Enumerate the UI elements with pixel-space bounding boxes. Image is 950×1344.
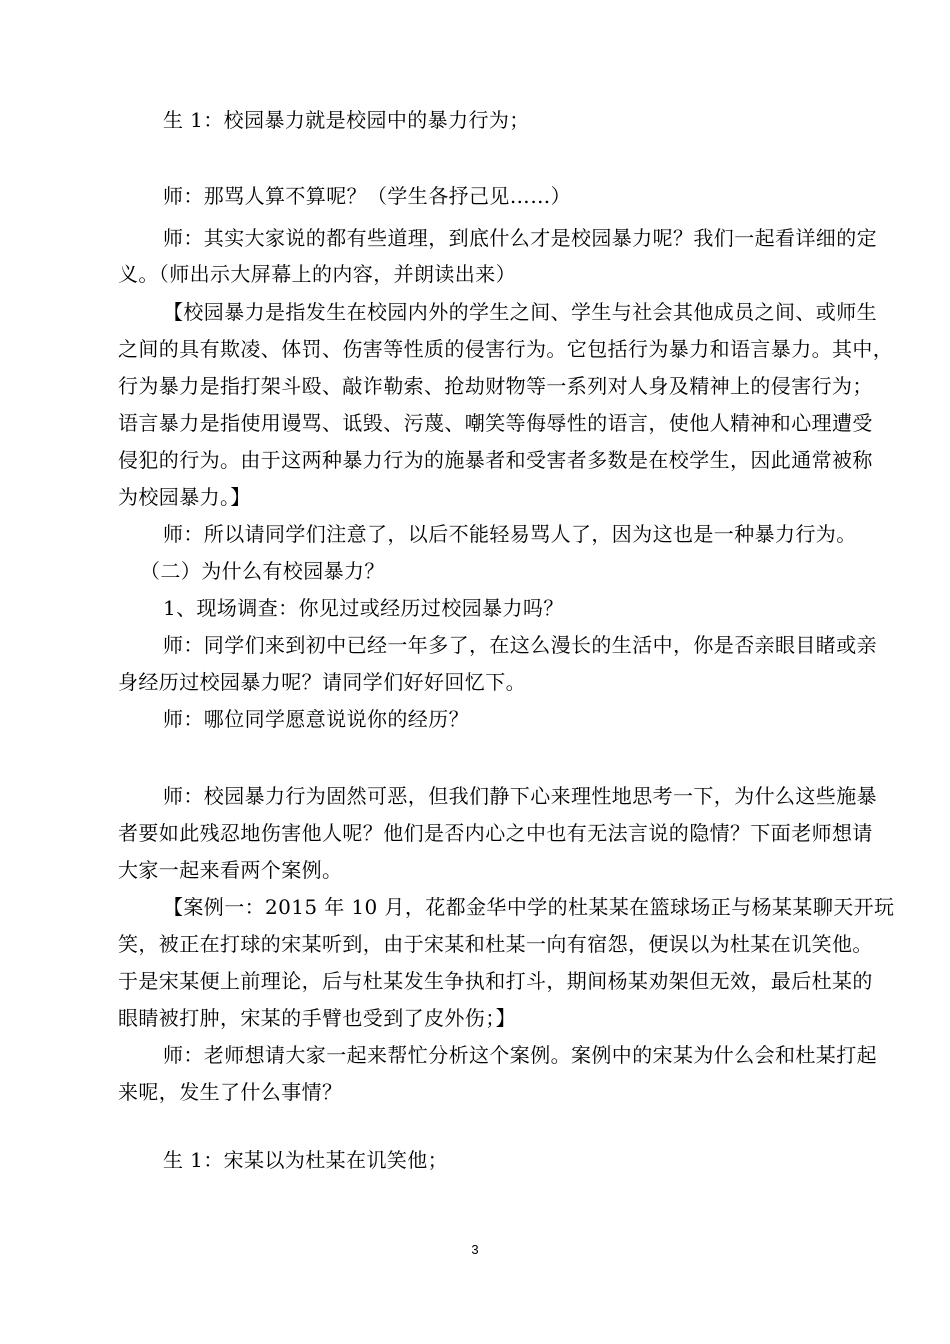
- page-number: 3: [471, 1242, 479, 1257]
- text-line: 大家一起来看两个案例。: [118, 858, 343, 882]
- text-line: 笑，被正在打球的宋某听到，由于宋某和杜某一向有宿怨，便误以为杜某在讥笑他。: [118, 932, 873, 956]
- text-line: 侵犯的行为。由于这两种暴力行为的施暴者和受害者多数是在校学生，因此通常被称: [118, 448, 873, 472]
- text-line: 行为暴力是指打架斗殴、敲诈勒索、抢劫财物等一系列对人身及精神上的侵害行为；: [118, 374, 873, 398]
- text-line: 师：老师想请大家一起来帮忙分析这个案例。案例中的宋某为什么会和杜某打起: [163, 1043, 877, 1067]
- text-line: 【校园暴力是指发生在校园内外的学生之间、学生与社会其他成员之间、或师生: [163, 300, 877, 324]
- text-line: 者要如此残忍地伤害他人呢？他们是否内心之中也有无法言说的隐情？下面老师想请: [118, 821, 873, 845]
- text-line: 师：所以请同学们注意了，以后不能轻易骂人了，因为这也是一种暴力行为。: [163, 522, 857, 546]
- text-line: 眼睛被打肿，宋某的手臂也受到了皮外伤；】: [118, 1006, 516, 1030]
- text-line: 义。（师出示大屏幕上的内容，并朗读出来）: [118, 262, 516, 286]
- text-line: 之间的具有欺凌、体罚、伤害等性质的侵害行为。它包括行为暴力和语言暴力。其中，: [118, 337, 894, 361]
- text-line: 于是宋某便上前理论，后与杜某发生争执和打斗，期间杨某劝架但无效，最后杜某的: [118, 969, 873, 993]
- text-line: 1、现场调查：你见过或经历过校园暴力吗？: [163, 596, 564, 620]
- text-line: 师：其实大家说的都有些道理，到底什么才是校园暴力呢？我们一起看详细的定: [163, 226, 877, 250]
- text-line: 语言暴力是指使用谩骂、诋毁、污蔑、嘲笑等侮辱性的语言，使他人精神和心理遭受: [118, 411, 873, 435]
- text-line: 生 1：宋某以为杜某在讥笑他；: [163, 1148, 449, 1172]
- text-line: 为校园暴力。】: [118, 485, 251, 509]
- text-line: 师：那骂人算不算呢？（学生各抒己见……）: [163, 184, 571, 208]
- text-line: 生 1：校园暴力就是校园中的暴力行为；: [163, 108, 530, 132]
- text-line: 师：校园暴力行为固然可恶，但我们静下心来理性地思考一下，为什么这些施暴: [163, 784, 877, 808]
- text-line: 来呢，发生了什么事情？: [118, 1080, 343, 1104]
- text-line: 身经历过校园暴力呢？请同学们好好回忆下。: [118, 670, 526, 694]
- text-line: 师：同学们来到初中已经一年多了，在这么漫长的生活中，你是否亲眼目睹或亲: [163, 633, 877, 657]
- text-line: 师：哪位同学愿意说说你的经历？: [163, 707, 469, 731]
- section-heading: （二）为什么有校园暴力？: [140, 559, 385, 583]
- text-line: 【案例一：2015 年 10 月，花都金华中学的杜某某在篮球场正与杨某某聊天开玩: [163, 895, 895, 919]
